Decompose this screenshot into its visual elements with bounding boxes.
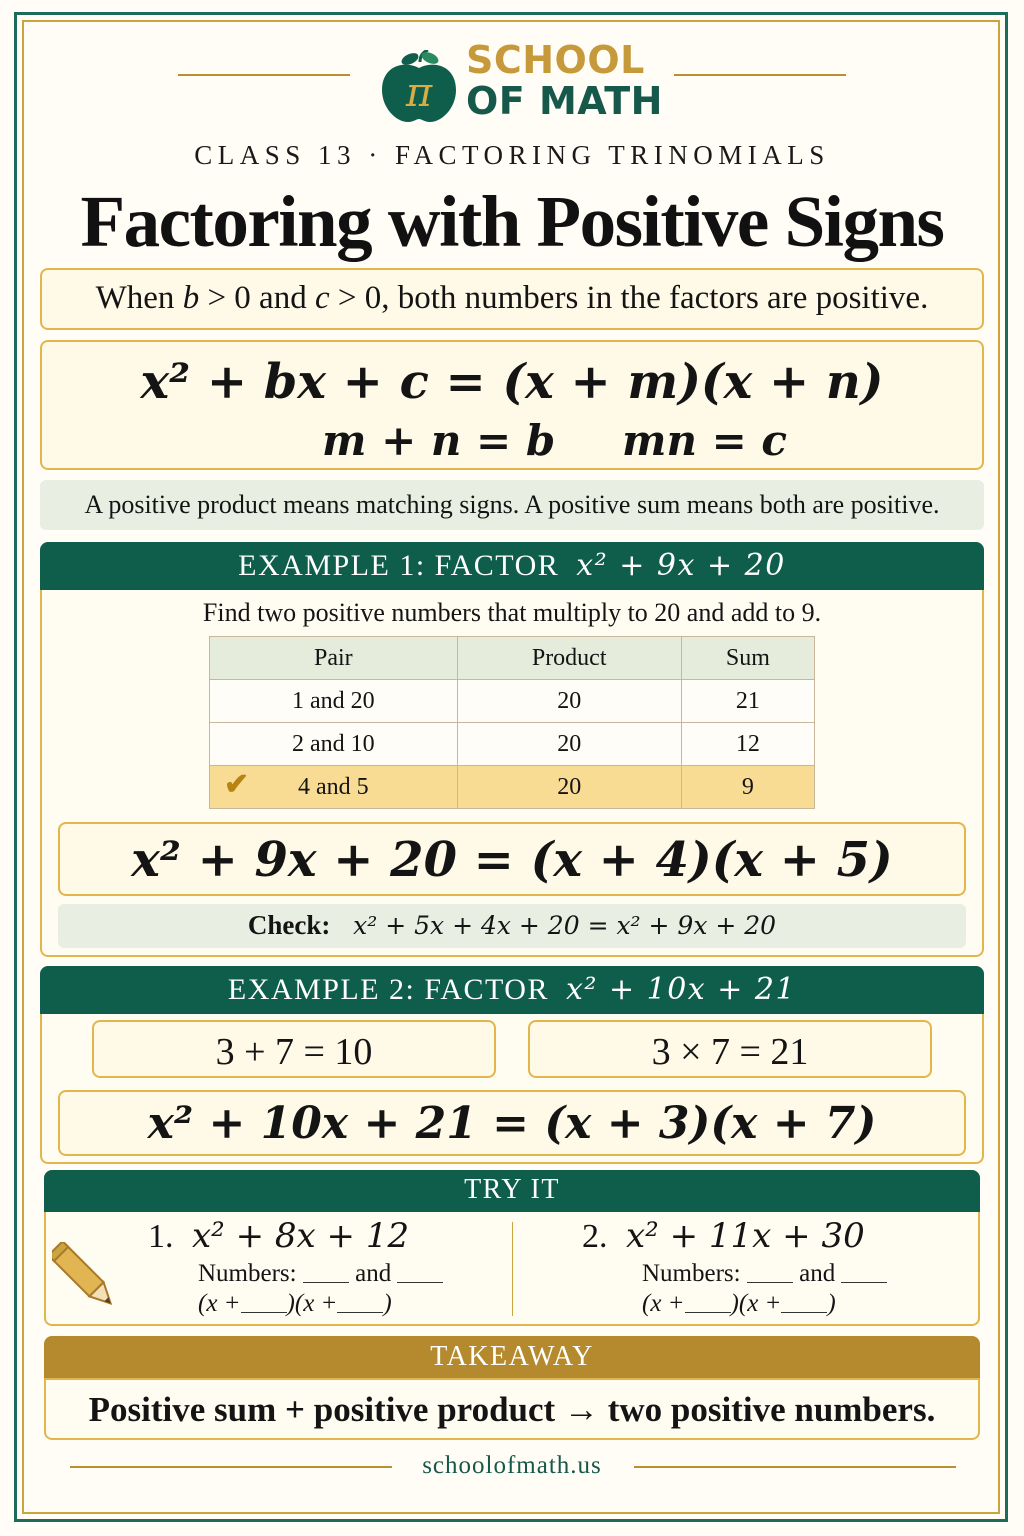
table-cell-product: 20 [457, 766, 681, 809]
table-cell-product: 20 [457, 680, 681, 723]
page-title: Factoring with Positive Signs [80, 181, 944, 262]
formula-box [40, 340, 984, 470]
example1-header [40, 542, 984, 590]
rule-b-variable: b [182, 280, 200, 316]
logo-line-2: OF MATH [466, 79, 663, 123]
check-label: Check: [247, 910, 331, 940]
header-rule-left [178, 74, 350, 76]
table-row [210, 680, 815, 723]
sum-condition: m + n = b [322, 416, 556, 465]
takeaway-header [44, 1336, 980, 1380]
logo-wordmark [466, 40, 663, 122]
problem-1-numbers-line [198, 1260, 443, 1288]
example1-instruction: Find two positive numbers that multiply to 20 and add to 9. [202, 598, 822, 627]
problem-2-and: and [799, 1260, 836, 1287]
example1-result: x² + 9x + 20 = (x + 4)(x + 5) [131, 832, 893, 888]
check-expression: x² + 5x + 4x + 20 = x² + 9x + 20 [353, 911, 777, 940]
try-it-header [44, 1170, 980, 1212]
rule-c-variable: c [314, 280, 330, 316]
rule-b-condition: > 0 and [207, 280, 307, 316]
table-cell-pair: 1 and 20 [210, 680, 458, 723]
example2-result-box [58, 1090, 966, 1156]
table-row [210, 723, 815, 766]
table-cell-sum: 21 [681, 680, 814, 723]
example2-sum-box [92, 1020, 496, 1078]
factor-pairs-table [209, 636, 815, 809]
example1-label: EXAMPLE 1: FACTOR [238, 549, 560, 582]
footer-url[interactable]: schoolofmath.us [422, 1452, 602, 1479]
table-cell-pair [210, 766, 458, 809]
problem-2-factor-mid: )(x + [730, 1290, 782, 1317]
checkmark-icon: ✔ [224, 768, 250, 801]
example2-header [40, 966, 984, 1014]
problem-1-factor-mid: )(x + [286, 1290, 338, 1317]
blank-field[interactable] [685, 1311, 731, 1313]
rule-when: When [95, 280, 175, 316]
example2-label: EXAMPLE 2: FACTOR [227, 973, 549, 1006]
problem-1-factor-open: (x + [198, 1290, 241, 1317]
table-cell-sum: 12 [681, 723, 814, 766]
problem-1-factor-line [198, 1290, 443, 1318]
table-header-row [210, 637, 815, 680]
problem-1-expression: x² + 8x + 12 [192, 1216, 410, 1256]
example2-product-box [528, 1020, 932, 1078]
table-cell-product: 20 [457, 723, 681, 766]
class-subtitle: CLASS 13 · FACTORING TRINOMIALS [194, 140, 830, 170]
blank-field[interactable] [781, 1311, 827, 1313]
blank-field[interactable] [241, 1311, 287, 1313]
rule-box [40, 268, 984, 330]
example2-expression: x² + 10x + 21 [565, 972, 797, 1007]
blank-field[interactable] [747, 1281, 793, 1283]
try-problem-2 [582, 1216, 887, 1318]
rule-statement [42, 280, 982, 317]
table-header-pair: Pair [210, 637, 458, 680]
example2-result: x² + 10x + 21 = (x + 3)(x + 7) [147, 1098, 877, 1149]
table-header-sum: Sum [681, 637, 814, 680]
sign-note-text: A positive product means matching signs. A positive sum means both are positive. [84, 490, 940, 519]
problem-1-numbers-label: Numbers: [198, 1260, 297, 1287]
correct-pair-label: 4 and 5 [298, 773, 369, 800]
problem-2-numbers-line [642, 1260, 887, 1288]
problem-2-factor-open: (x + [642, 1290, 685, 1317]
problem-2-numbers-label: Numbers: [642, 1260, 741, 1287]
table-row-correct [210, 766, 815, 809]
blank-field[interactable] [841, 1281, 887, 1283]
problem-1-factor-close: ) [383, 1290, 392, 1317]
table-cell-sum: 9 [681, 766, 814, 809]
problem-1-and: and [355, 1260, 392, 1287]
table-header-product: Product [457, 637, 681, 680]
try-it-label: TRY IT [464, 1174, 560, 1205]
rule-c-condition: > 0, both numbers in the factors are positive. [337, 280, 929, 316]
general-formula: x² + bx + c = (x + m)(x + n) [140, 354, 884, 410]
blank-field[interactable] [397, 1281, 443, 1283]
problem-2-number: 2. [582, 1218, 608, 1255]
example2-sum: 3 + 7 = 10 [215, 1031, 373, 1073]
example2-product: 3 × 7 = 21 [651, 1031, 809, 1073]
product-condition: mn = c [622, 416, 787, 465]
example1-result-box [58, 822, 966, 896]
apple-pi-icon [376, 50, 462, 124]
problem-2-factor-line [642, 1290, 887, 1318]
header-rule-right [674, 74, 846, 76]
blank-field[interactable] [337, 1311, 383, 1313]
try-it-divider [512, 1222, 513, 1316]
takeaway-text: Positive sum + positive product → two positive numbers. [88, 1390, 936, 1429]
logo-line-1: SCHOOL [466, 38, 645, 82]
problem-2-factor-close: ) [827, 1290, 836, 1317]
pencil-icon [52, 1242, 124, 1314]
problem-2-expression: x² + 11x + 30 [626, 1216, 865, 1256]
try-problem-1 [148, 1216, 443, 1318]
blank-field[interactable] [303, 1281, 349, 1283]
takeaway-body [44, 1378, 980, 1440]
logo-pi-symbol: π [405, 70, 433, 116]
example1-check-strip [58, 904, 966, 948]
sign-note [40, 480, 984, 530]
problem-1-number: 1. [148, 1218, 174, 1255]
example1-expression: x² + 9x + 20 [576, 548, 786, 583]
table-cell-pair: 2 and 10 [210, 723, 458, 766]
takeaway-label: TAKEAWAY [430, 1341, 594, 1372]
